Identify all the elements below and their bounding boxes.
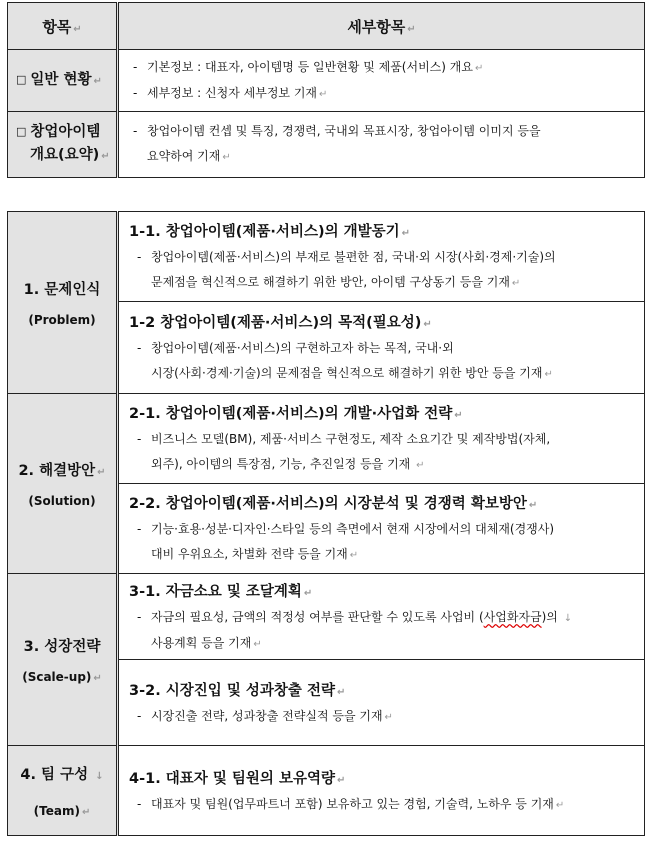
section-label-solution: 2. 해결방안 ↵ (Solution) — [8, 394, 118, 574]
section-team-sub1 — [8, 746, 645, 836]
row-label-general: □ 일반 현황 ↵ — [8, 50, 118, 112]
subsection-2-2: 2-2. 창업아이템(제품·서비스)의 시장분석 및 경쟁력 확보방안 ↵ - 기능·효용·성분·디자인·스타일 등의 측면에서 현재 시장에서의 대체재(경쟁사) 대비 우위요소, 차별화 전략 등을 기재 ↵ — [118, 484, 645, 574]
overview-row-general — [8, 50, 645, 112]
subsection-2-1: 2-1. 창업아이템(제품·서비스)의 개발·사업화 전략 ↵ - 비즈니스 모델(BM), 제품·서비스 구현정도, 제작 소요기간 및 제작방법(자체, 외주), 아이템의 특장점, 기능, 추진일정 등을 기재 ↵ — [118, 394, 645, 484]
section-solution-sub1 — [8, 394, 645, 484]
subsection-4-1: 4-1. 대표자 및 팀원의 보유역량 ↵ - 대표자 및 팀원(업무파트너 포함) 보유하고 있는 경험, 기술력, 노하우 등 기재 ↵ — [118, 746, 645, 836]
subsection-3-2: 3-2. 시장진입 및 성과창출 전략 ↵ - 시장진출 전략, 성과창출 전략실적 등을 기재 ↵ — [118, 660, 645, 746]
detail-table — [7, 211, 645, 836]
overview-table — [7, 2, 645, 178]
overview-row-summary — [8, 112, 645, 178]
overview-header-row — [8, 3, 645, 50]
section-problem-sub1 — [8, 212, 645, 302]
row-detail-general: - 기본정보 : 대표자, 아이템명 등 일반현황 및 제품(서비스) 개요 ↵ - 세부정보 : 신청자 세부정보 기재 ↵ — [118, 50, 645, 112]
section-label-team: 4. 팀 구성 ↓ (Team) ↵ — [8, 746, 118, 836]
section-label-problem: 1. 문제인식 (Problem) — [8, 212, 118, 394]
header-detail: 세부항목 ↵ — [118, 3, 645, 50]
section-label-scaleup: 3. 성장전략 (Scale-up) ↵ — [8, 574, 118, 746]
subsection-1-2: 1-2 창업아이템(제품·서비스)의 목적(필요성) ↵ - 창업아이템(제품·서비스)의 구현하고자 하는 목적, 국내·외 시장(사회·경제·기술)의 문제점을 혁신적으로 해결하기 위한 방안 등을 기재 ↵ — [118, 302, 645, 394]
header-item: 항목 ↵ — [8, 3, 118, 50]
subsection-1-1: 1-1. 창업아이템(제품·서비스)의 개발동기 ↵ - 창업아이템(제품·서비스)의 부재로 불편한 점, 국내·외 시장(사회·경제·기술)의 문제점을 혁신적으로 해결하기 위한 방안, 아이템 구상동기 등을 기재 ↵ — [118, 212, 645, 302]
row-detail-summary: - 창업아이템 컨셉 및 특징, 경쟁력, 국내외 목표시장, 창업아이템 이미지 등을 요약하여 기재 ↵ — [118, 112, 645, 178]
subsection-3-1: 3-1. 자금소요 및 조달계획 ↵ - 자금의 필요성, 금액의 적정성 여부를 판단할 수 있도록 사업비 (사업화자금)의 ↓ 사용계획 등을 기재 ↵ — [118, 574, 645, 660]
row-label-summary: □ 창업아이템 개요(요약) ↵ — [8, 112, 118, 178]
section-scaleup-sub1 — [8, 574, 645, 660]
